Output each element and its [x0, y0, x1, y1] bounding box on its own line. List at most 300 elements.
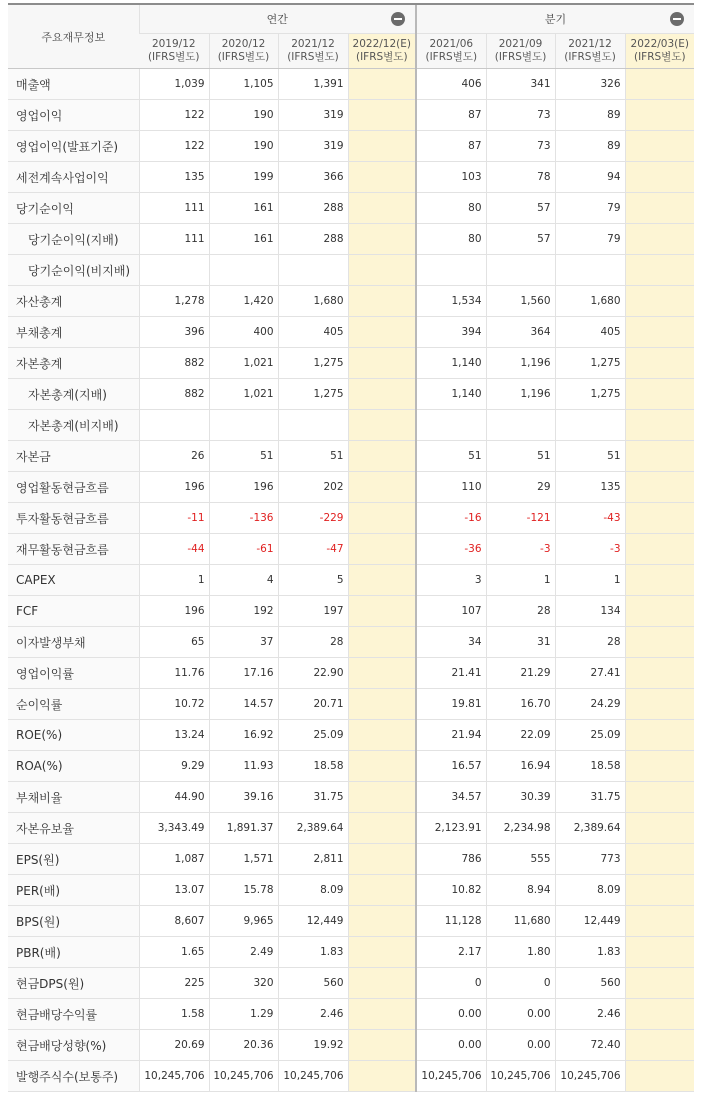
- annual-value-cell: 1: [139, 565, 209, 596]
- row-label: 영업이익률: [8, 658, 139, 689]
- period-date: 2021/09: [498, 38, 543, 50]
- period-header: [625, 34, 694, 69]
- annual-value-cell: [348, 658, 416, 689]
- annual-value-cell: 10,245,706: [209, 1061, 278, 1092]
- annual-value-cell: [348, 131, 416, 162]
- row-label: 자산총계: [8, 286, 139, 317]
- row-label: 이자발생부채: [8, 627, 139, 658]
- quarter-value-cell: 135: [555, 472, 625, 503]
- quarter-value-cell: 34.57: [416, 782, 486, 813]
- quarter-value-cell: 57: [486, 193, 555, 224]
- quarter-value-cell: 406: [416, 69, 486, 100]
- table-row: [8, 255, 694, 286]
- annual-value-cell: 1,021: [209, 379, 278, 410]
- annual-value-cell: 28: [278, 627, 348, 658]
- row-label: 부채총계: [8, 317, 139, 348]
- row-label: 재무활동현금흐름: [8, 534, 139, 565]
- quarter-value-cell: 51: [555, 441, 625, 472]
- annual-value-cell: 4: [209, 565, 278, 596]
- quarter-value-cell: [625, 131, 694, 162]
- quarter-value-cell: 11,680: [486, 906, 555, 937]
- annual-value-cell: [348, 534, 416, 565]
- quarter-value-cell: 1: [555, 565, 625, 596]
- row-label: 순이익률: [8, 689, 139, 720]
- group-title-quarter: 분기: [544, 13, 567, 26]
- quarter-value-cell: 31.75: [555, 782, 625, 813]
- quarter-value-cell: 2.17: [416, 937, 486, 968]
- group-title-annual: 연간: [266, 13, 288, 26]
- row-label: 세전계속사업이익: [8, 162, 139, 193]
- table-row: [8, 875, 694, 906]
- annual-value-cell: -136: [209, 503, 278, 534]
- row-label: PER(배): [8, 875, 139, 906]
- annual-value-cell: 31.75: [278, 782, 348, 813]
- annual-value-cell: 37: [209, 627, 278, 658]
- annual-value-cell: 196: [139, 596, 209, 627]
- quarter-value-cell: [625, 844, 694, 875]
- annual-value-cell: 400: [209, 317, 278, 348]
- quarter-value-cell: [625, 689, 694, 720]
- period-header: [416, 34, 486, 69]
- quarter-value-cell: [625, 968, 694, 999]
- annual-value-cell: 65: [139, 627, 209, 658]
- quarter-value-cell: 1,275: [555, 348, 625, 379]
- annual-value-cell: [348, 379, 416, 410]
- annual-value-cell: 1.58: [139, 999, 209, 1030]
- annual-value-cell: -61: [209, 534, 278, 565]
- quarter-value-cell: 73: [486, 131, 555, 162]
- annual-value-cell: 1,087: [139, 844, 209, 875]
- table-row: [8, 100, 694, 131]
- period-basis: (IFRS별도): [287, 51, 339, 63]
- annual-value-cell: 2.46: [278, 999, 348, 1030]
- quarter-value-cell: [625, 255, 694, 286]
- annual-value-cell: [348, 565, 416, 596]
- annual-value-cell: 1,278: [139, 286, 209, 317]
- row-label: 부채비율: [8, 782, 139, 813]
- annual-value-cell: 2.49: [209, 937, 278, 968]
- annual-value-cell: [139, 255, 209, 286]
- annual-value-cell: 199: [209, 162, 278, 193]
- annual-value-cell: 17.16: [209, 658, 278, 689]
- period-basis: (IFRS별도): [355, 51, 408, 63]
- quarter-value-cell: [625, 999, 694, 1030]
- quarter-value-cell: 80: [416, 193, 486, 224]
- annual-value-cell: 288: [278, 193, 348, 224]
- quarter-value-cell: [555, 255, 625, 286]
- quarter-value-cell: 10,245,706: [416, 1061, 486, 1092]
- annual-value-cell: 882: [139, 379, 209, 410]
- annual-value-cell: 396: [139, 317, 209, 348]
- annual-value-cell: [348, 317, 416, 348]
- period-date: 2021/12: [291, 38, 335, 50]
- table-row: [8, 286, 694, 317]
- annual-value-cell: [348, 472, 416, 503]
- annual-value-cell: [348, 844, 416, 875]
- quarter-value-cell: [625, 658, 694, 689]
- row-label: 매출액: [8, 69, 139, 100]
- quarter-value-cell: 1.83: [555, 937, 625, 968]
- quarter-value-cell: 51: [486, 441, 555, 472]
- table-row: [8, 317, 694, 348]
- quarter-value-cell: -43: [555, 503, 625, 534]
- annual-value-cell: [278, 410, 348, 441]
- table-row: [8, 627, 694, 658]
- quarter-value-cell: 405: [555, 317, 625, 348]
- quarter-value-cell: -3: [486, 534, 555, 565]
- annual-value-cell: [348, 906, 416, 937]
- annual-value-cell: [348, 162, 416, 193]
- quarter-value-cell: 1,140: [416, 348, 486, 379]
- quarter-value-cell: [625, 100, 694, 131]
- annual-value-cell: 161: [209, 193, 278, 224]
- row-label: 자본유보율: [8, 813, 139, 844]
- quarter-value-cell: [625, 410, 694, 441]
- quarter-value-cell: 326: [555, 69, 625, 100]
- quarter-value-cell: [625, 286, 694, 317]
- annual-value-cell: 13.24: [139, 720, 209, 751]
- quarter-value-cell: [625, 534, 694, 565]
- quarter-value-cell: 1: [486, 565, 555, 596]
- annual-value-cell: 122: [139, 100, 209, 131]
- annual-value-cell: [348, 69, 416, 100]
- annual-value-cell: [348, 689, 416, 720]
- quarter-value-cell: [625, 565, 694, 596]
- annual-value-cell: 560: [278, 968, 348, 999]
- quarter-value-cell: [625, 782, 694, 813]
- quarter-value-cell: 34: [416, 627, 486, 658]
- quarter-value-cell: 29: [486, 472, 555, 503]
- table-row: [8, 1061, 694, 1092]
- quarter-value-cell: [416, 410, 486, 441]
- period-header: [486, 34, 555, 69]
- annual-value-cell: 161: [209, 224, 278, 255]
- quarter-value-cell: 560: [555, 968, 625, 999]
- table-header: [8, 4, 694, 69]
- quarter-value-cell: 134: [555, 596, 625, 627]
- quarter-value-cell: 78: [486, 162, 555, 193]
- period-header: [139, 34, 209, 69]
- annual-value-cell: 16.92: [209, 720, 278, 751]
- annual-value-cell: 18.58: [278, 751, 348, 782]
- table-row: [8, 596, 694, 627]
- annual-value-cell: 10,245,706: [278, 1061, 348, 1092]
- annual-value-cell: 1,275: [278, 379, 348, 410]
- table-row: [8, 689, 694, 720]
- quarter-value-cell: 1,196: [486, 348, 555, 379]
- annual-value-cell: [348, 875, 416, 906]
- quarter-value-cell: 87: [416, 131, 486, 162]
- table-row: [8, 968, 694, 999]
- quarter-value-cell: [625, 503, 694, 534]
- annual-value-cell: 26: [139, 441, 209, 472]
- annual-value-cell: 196: [209, 472, 278, 503]
- row-label: ROE(%): [8, 720, 139, 751]
- annual-value-cell: 320: [209, 968, 278, 999]
- annual-value-cell: 1,275: [278, 348, 348, 379]
- table-row: [8, 162, 694, 193]
- quarter-value-cell: 10.82: [416, 875, 486, 906]
- annual-value-cell: 405: [278, 317, 348, 348]
- annual-value-cell: 202: [278, 472, 348, 503]
- table-row: [8, 534, 694, 565]
- row-label: 현금배당성향(%): [8, 1030, 139, 1061]
- quarter-value-cell: [625, 596, 694, 627]
- row-label: BPS(원): [8, 906, 139, 937]
- row-label: 자본총계(지배): [8, 379, 139, 410]
- annual-value-cell: [348, 286, 416, 317]
- table-row: [8, 503, 694, 534]
- table-body: [8, 69, 694, 1092]
- table-row: [8, 844, 694, 875]
- annual-value-cell: 11.93: [209, 751, 278, 782]
- annual-value-cell: 11.76: [139, 658, 209, 689]
- annual-value-cell: 9,965: [209, 906, 278, 937]
- annual-value-cell: 5: [278, 565, 348, 596]
- table-row: [8, 1030, 694, 1061]
- row-label: 영업활동현금흐름: [8, 472, 139, 503]
- annual-value-cell: 1,571: [209, 844, 278, 875]
- minus-circle-icon[interactable]: [670, 12, 684, 26]
- quarter-value-cell: [486, 255, 555, 286]
- quarter-value-cell: 3: [416, 565, 486, 596]
- annual-value-cell: 190: [209, 131, 278, 162]
- annual-value-cell: [348, 751, 416, 782]
- table-row: [8, 937, 694, 968]
- quarter-value-cell: 27.41: [555, 658, 625, 689]
- annual-value-cell: [348, 441, 416, 472]
- quarter-value-cell: 89: [555, 100, 625, 131]
- period-header: [209, 34, 278, 69]
- annual-value-cell: 122: [139, 131, 209, 162]
- quarter-value-cell: 30.39: [486, 782, 555, 813]
- annual-value-cell: 1.29: [209, 999, 278, 1030]
- quarter-value-cell: 555: [486, 844, 555, 875]
- quarter-value-cell: -36: [416, 534, 486, 565]
- annual-value-cell: 111: [139, 224, 209, 255]
- period-basis: (IFRS별도): [494, 51, 547, 63]
- quarter-value-cell: 31: [486, 627, 555, 658]
- annual-value-cell: 197: [278, 596, 348, 627]
- annual-value-cell: 1,420: [209, 286, 278, 317]
- annual-value-cell: [348, 410, 416, 441]
- row-label: 당기순이익(지배): [8, 224, 139, 255]
- table-row: [8, 813, 694, 844]
- annual-value-cell: 1.65: [139, 937, 209, 968]
- quarter-value-cell: 12,449: [555, 906, 625, 937]
- quarter-value-cell: [625, 162, 694, 193]
- annual-value-cell: 9.29: [139, 751, 209, 782]
- table-row: [8, 441, 694, 472]
- quarter-value-cell: 2,389.64: [555, 813, 625, 844]
- table-row: [8, 193, 694, 224]
- quarter-value-cell: 0.00: [416, 1030, 486, 1061]
- row-label: 당기순이익(비지배): [8, 255, 139, 286]
- annual-value-cell: 196: [139, 472, 209, 503]
- quarter-value-cell: 79: [555, 193, 625, 224]
- quarter-value-cell: [625, 441, 694, 472]
- quarter-value-cell: [625, 937, 694, 968]
- corner-label: 주요재무정보: [8, 4, 139, 69]
- table-row: [8, 751, 694, 782]
- annual-value-cell: 1.83: [278, 937, 348, 968]
- annual-value-cell: 1,391: [278, 69, 348, 100]
- annual-value-cell: 192: [209, 596, 278, 627]
- quarter-value-cell: [625, 193, 694, 224]
- annual-value-cell: 190: [209, 100, 278, 131]
- quarter-value-cell: 28: [486, 596, 555, 627]
- annual-value-cell: 22.90: [278, 658, 348, 689]
- quarter-value-cell: [625, 1030, 694, 1061]
- quarter-value-cell: 2,123.91: [416, 813, 486, 844]
- quarter-value-cell: [555, 410, 625, 441]
- quarter-value-cell: [625, 875, 694, 906]
- annual-value-cell: [139, 410, 209, 441]
- annual-value-cell: [348, 627, 416, 658]
- quarter-value-cell: 19.81: [416, 689, 486, 720]
- quarter-value-cell: [625, 751, 694, 782]
- period-basis: (IFRS별도): [425, 51, 478, 63]
- annual-value-cell: -47: [278, 534, 348, 565]
- annual-value-cell: 13.07: [139, 875, 209, 906]
- annual-value-cell: 135: [139, 162, 209, 193]
- financial-summary-table: [8, 3, 694, 1092]
- quarter-value-cell: 107: [416, 596, 486, 627]
- quarter-value-cell: 10,245,706: [555, 1061, 625, 1092]
- period-date: 2020/12: [221, 38, 266, 50]
- table-row: [8, 906, 694, 937]
- table-row: [8, 131, 694, 162]
- quarter-value-cell: 57: [486, 224, 555, 255]
- quarter-value-cell: [625, 317, 694, 348]
- annual-value-cell: [348, 999, 416, 1030]
- quarter-value-cell: 2.46: [555, 999, 625, 1030]
- quarter-value-cell: 25.09: [555, 720, 625, 751]
- quarter-value-cell: [416, 255, 486, 286]
- table-row: [8, 782, 694, 813]
- row-label: 자본총계(비지배): [8, 410, 139, 441]
- annual-value-cell: [348, 596, 416, 627]
- quarter-value-cell: 103: [416, 162, 486, 193]
- table-row: [8, 658, 694, 689]
- annual-value-cell: 15.78: [209, 875, 278, 906]
- quarter-value-cell: 0: [486, 968, 555, 999]
- annual-value-cell: [348, 193, 416, 224]
- quarter-value-cell: [486, 410, 555, 441]
- annual-value-cell: 10,245,706: [139, 1061, 209, 1092]
- period-date: 2021/12: [568, 38, 612, 50]
- table-row: [8, 720, 694, 751]
- annual-value-cell: [348, 968, 416, 999]
- annual-value-cell: 288: [278, 224, 348, 255]
- annual-value-cell: 8,607: [139, 906, 209, 937]
- annual-value-cell: -44: [139, 534, 209, 565]
- quarter-value-cell: 18.58: [555, 751, 625, 782]
- quarter-value-cell: 28: [555, 627, 625, 658]
- quarter-value-cell: [625, 224, 694, 255]
- period-header: [348, 34, 416, 69]
- annual-value-cell: 1,891.37: [209, 813, 278, 844]
- table-row: [8, 69, 694, 100]
- annual-value-cell: 12,449: [278, 906, 348, 937]
- annual-value-cell: 51: [278, 441, 348, 472]
- row-label: 현금DPS(원): [8, 968, 139, 999]
- period-basis: (IFRS별도): [217, 51, 270, 63]
- annual-value-cell: 51: [209, 441, 278, 472]
- period-date: 2022/12(E): [352, 38, 411, 50]
- table-row: [8, 410, 694, 441]
- quarter-value-cell: 79: [555, 224, 625, 255]
- row-label: 영업이익(발표기준): [8, 131, 139, 162]
- period-header: [555, 34, 625, 69]
- quarter-value-cell: 364: [486, 317, 555, 348]
- annual-value-cell: 366: [278, 162, 348, 193]
- row-label: EPS(원): [8, 844, 139, 875]
- quarter-value-cell: 8.09: [555, 875, 625, 906]
- quarter-value-cell: 110: [416, 472, 486, 503]
- table-row: [8, 565, 694, 596]
- annual-value-cell: [348, 782, 416, 813]
- quarter-value-cell: 72.40: [555, 1030, 625, 1061]
- table-row: [8, 379, 694, 410]
- quarter-value-cell: 1,680: [555, 286, 625, 317]
- annual-value-cell: [348, 348, 416, 379]
- quarter-value-cell: 8.94: [486, 875, 555, 906]
- period-header: [278, 34, 348, 69]
- table-row: [8, 999, 694, 1030]
- quarter-value-cell: 89: [555, 131, 625, 162]
- row-label: ROA(%): [8, 751, 139, 782]
- row-label: CAPEX: [8, 565, 139, 596]
- quarter-value-cell: [625, 379, 694, 410]
- quarter-value-cell: 80: [416, 224, 486, 255]
- annual-value-cell: 20.36: [209, 1030, 278, 1061]
- quarter-value-cell: 16.94: [486, 751, 555, 782]
- table-row: [8, 348, 694, 379]
- quarter-value-cell: [625, 348, 694, 379]
- quarter-value-cell: 22.09: [486, 720, 555, 751]
- quarter-value-cell: 1,196: [486, 379, 555, 410]
- quarter-value-cell: 21.94: [416, 720, 486, 751]
- quarter-value-cell: 1,534: [416, 286, 486, 317]
- annual-value-cell: 14.57: [209, 689, 278, 720]
- quarter-value-cell: 0.00: [486, 1030, 555, 1061]
- annual-value-cell: 1,680: [278, 286, 348, 317]
- annual-value-cell: 319: [278, 100, 348, 131]
- minus-circle-icon[interactable]: [391, 12, 405, 26]
- quarter-value-cell: 16.57: [416, 751, 486, 782]
- quarter-value-cell: [625, 813, 694, 844]
- period-date: 2019/12: [151, 38, 196, 50]
- row-label: 발행주식수(보통주): [8, 1061, 139, 1092]
- row-label: 현금배당수익률: [8, 999, 139, 1030]
- annual-value-cell: 20.71: [278, 689, 348, 720]
- quarter-value-cell: 394: [416, 317, 486, 348]
- quarter-value-cell: [625, 472, 694, 503]
- annual-value-cell: [348, 813, 416, 844]
- annual-value-cell: 1,021: [209, 348, 278, 379]
- period-basis: (IFRS별도): [564, 51, 616, 63]
- quarter-value-cell: 1.80: [486, 937, 555, 968]
- row-label: 자본총계: [8, 348, 139, 379]
- annual-value-cell: [348, 937, 416, 968]
- annual-value-cell: 19.92: [278, 1030, 348, 1061]
- annual-value-cell: 225: [139, 968, 209, 999]
- annual-value-cell: 2,811: [278, 844, 348, 875]
- quarter-value-cell: [625, 69, 694, 100]
- row-label: 영업이익: [8, 100, 139, 131]
- annual-value-cell: -229: [278, 503, 348, 534]
